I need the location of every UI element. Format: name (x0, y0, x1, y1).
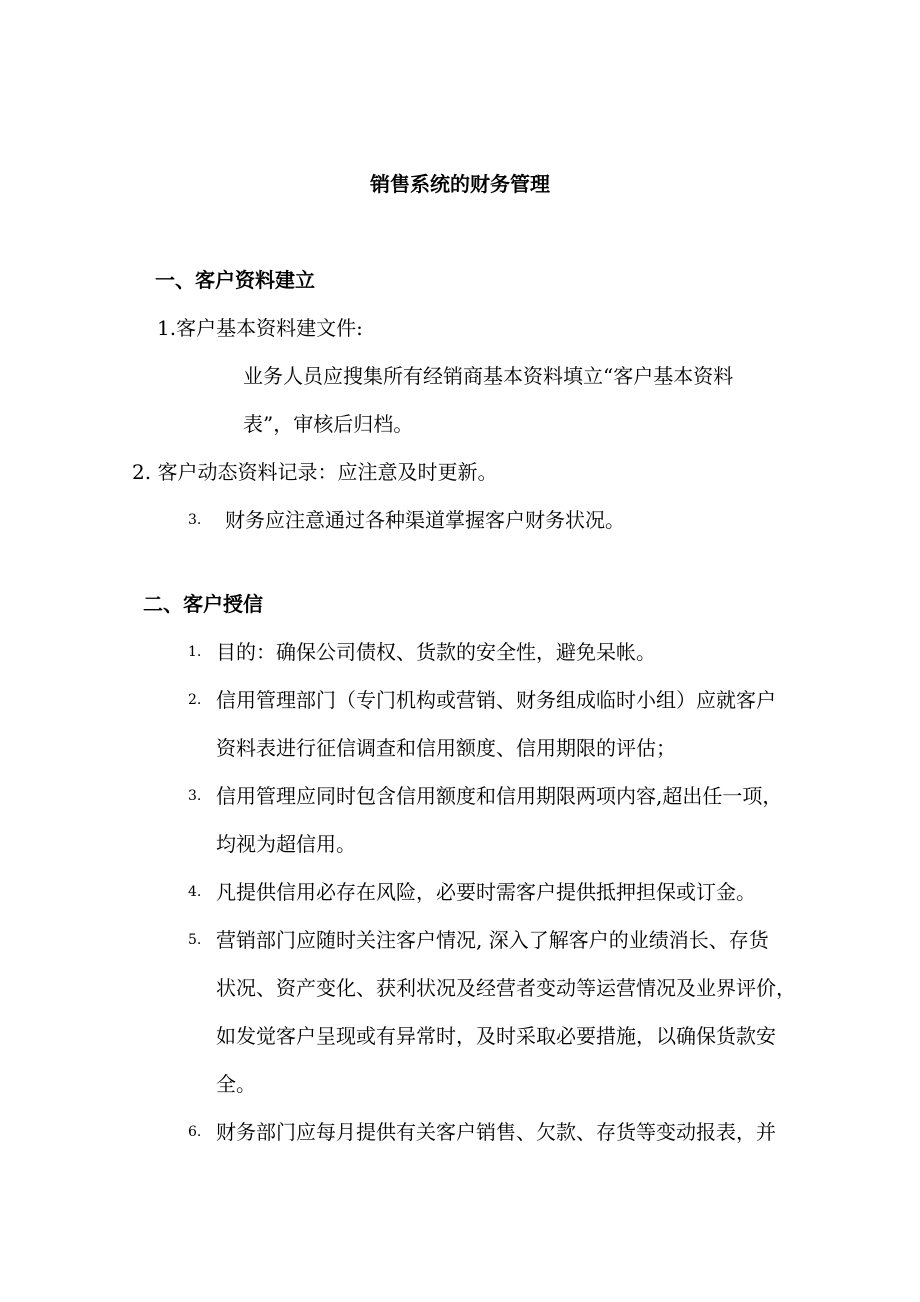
credit-item-line: 全。 (216, 1072, 256, 1096)
page-title: 销售系统的财务管理 (370, 172, 550, 196)
credit-item-line: 财务部门应每月提供有关客户销售、欠款、存货等变动报表，并 (216, 1120, 776, 1144)
credit-item-line: 信用管理部门（专门机构或营销、财务组成临时小组）应就客户 (216, 688, 776, 712)
section-heading-customer-credit: 二、客户授信 (143, 592, 263, 616)
item-basic-records-body-line1: 业务人员应搜集所有经销商基本资料填立“客户基本资料 (243, 364, 734, 388)
credit-item-line: 目的：确保公司债权、货款的安全性，避免呆帐。 (216, 640, 656, 664)
item-financial-status-number: 3. (188, 512, 202, 528)
item-basic-records-label: 1.客户基本资料建文件: (157, 316, 363, 340)
credit-item-line: 状况、资产变化、获利状况及经营者变动等运营情况及业界评价， (216, 976, 796, 1000)
credit-item-line: 均视为超信用。 (216, 832, 356, 856)
credit-item-number: 5. (188, 932, 202, 948)
credit-item-number: 4. (188, 884, 202, 900)
credit-item-line: 营销部门应随时关注客户情况, 深入了解客户的业绩消长、存货 (216, 928, 769, 952)
item-dynamic-records: 2. 客户动态资料记录：应注意及时更新。 (132, 460, 498, 484)
credit-item-line: 信用管理应同时包含信用额度和信用期限两项内容,超出任一项， (216, 784, 783, 808)
credit-item-number: 3. (188, 788, 202, 804)
credit-item-number: 6. (188, 1124, 202, 1140)
credit-item-line: 如发觉客户呈现或有异常时，及时采取必要措施，以确保货款安 (216, 1024, 776, 1048)
credit-item-line: 资料表进行征信调查和信用额度、信用期限的评估； (216, 736, 676, 760)
item-basic-records-body-line2: 表”，审核后归档。 (243, 412, 414, 436)
credit-item-number: 1. (188, 644, 202, 660)
section-heading-customer-records: 一、客户资料建立 (155, 268, 315, 292)
item-financial-status-text: 财务应注意通过各种渠道掌握客户财务状况。 (225, 508, 625, 532)
credit-item-line: 凡提供信用必存在风险，必要时需客户提供抵押担保或订金。 (216, 880, 756, 904)
credit-item-number: 2. (188, 692, 202, 708)
